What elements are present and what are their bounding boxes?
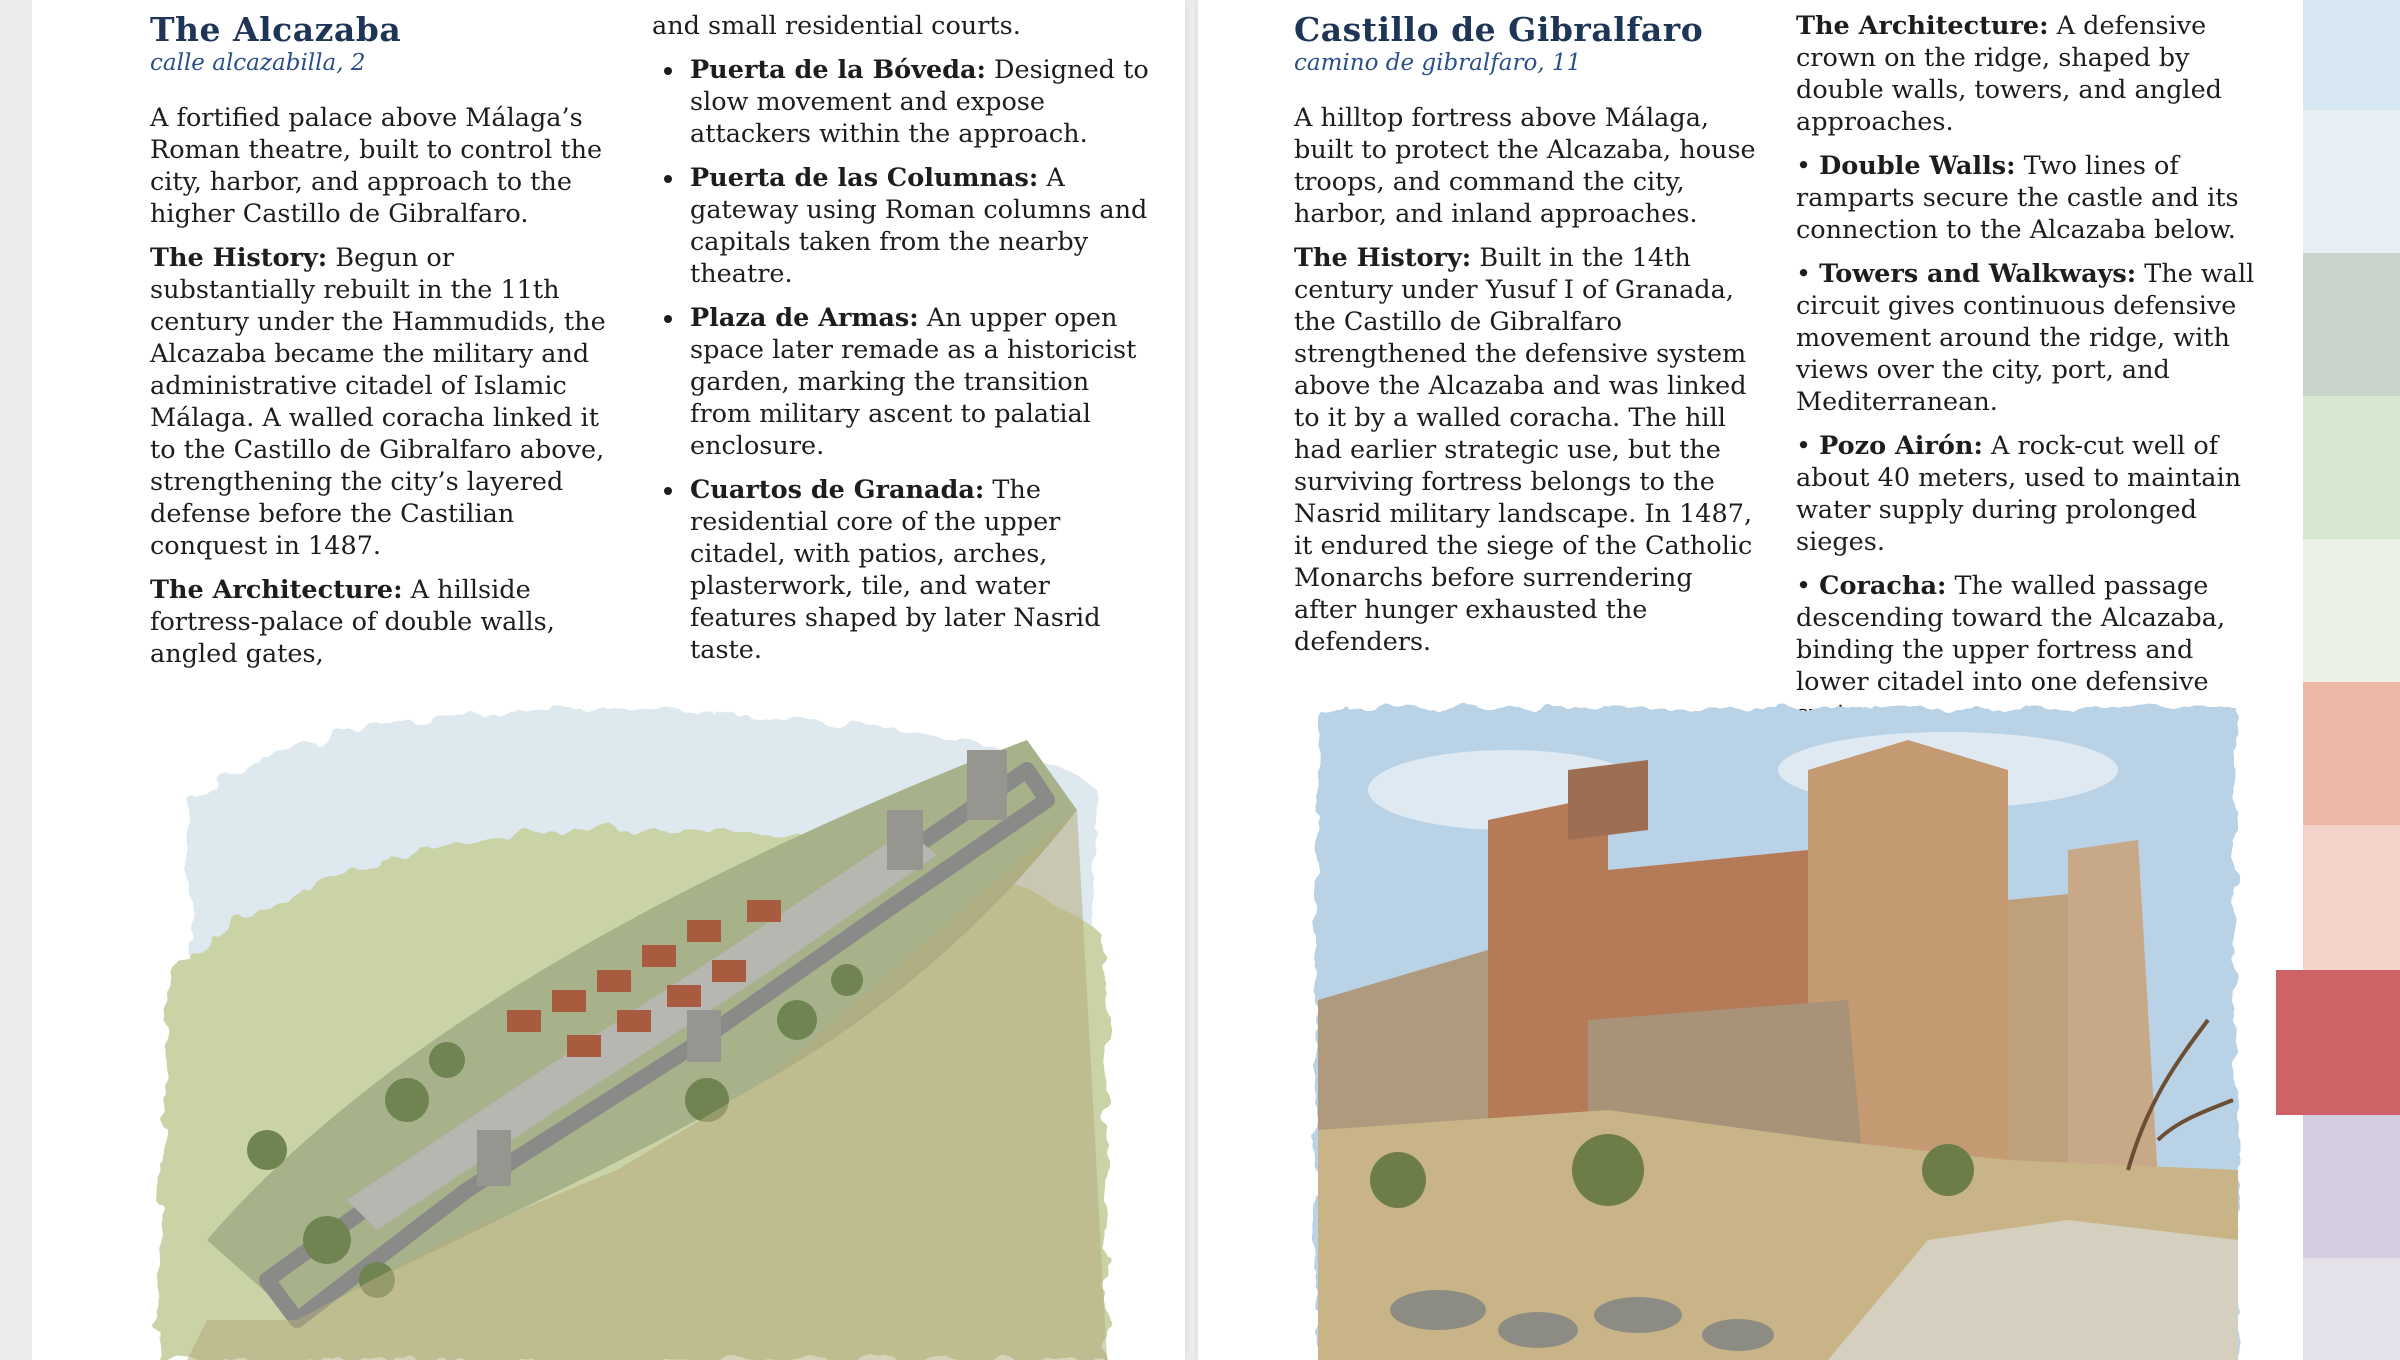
architecture-text: A hillside fortress-palace of double walls, angled gates, bbox=[150, 575, 555, 669]
history-label: The History: bbox=[150, 243, 328, 273]
history-text: Begun or substantially rebuilt in the 11th century under the Hammudids, the Alcazaba became the military and administrative citadel of Islamic Málaga. A walled coracha linked it to the Castillo de Gibralfaro above, strengthening the city’s layered defense before the Castilian conquest in 1487. bbox=[150, 243, 606, 561]
alcazaba-aerial-watercolor-icon bbox=[147, 680, 1122, 1360]
bullet-glyph: • bbox=[1796, 259, 1812, 289]
gibralfaro-castle-watercolor-icon bbox=[1308, 700, 2243, 1360]
feature-text: The residential core of the upper citadel, with patios, arches, plasterwork, tile, and water features shaped by later Nasrid taste. bbox=[690, 475, 1101, 665]
list-item bbox=[690, 302, 1157, 462]
feature-text: Two lines of ramparts secure the castle and its connection to the Alcazaba below. bbox=[1796, 151, 2239, 245]
feature-text: An upper open space later remade as a historicist garden, marking the transition from military ascent to palatial enclosure. bbox=[690, 303, 1137, 461]
chapter-tab-2[interactable] bbox=[2303, 110, 2400, 253]
intro-paragraph: A hilltop fortress above Málaga, built to protect the Alcazaba, house troops, and command the city, harbor, and inland approaches. bbox=[1294, 103, 1756, 229]
list-item bbox=[690, 54, 1157, 150]
feature-label: Coracha: bbox=[1819, 571, 1947, 601]
list-item bbox=[1796, 150, 2266, 246]
feature-label: Towers and Walkways: bbox=[1819, 259, 2137, 289]
chapter-tab-5[interactable] bbox=[2303, 539, 2400, 682]
gibralfaro-column-1 bbox=[1294, 10, 1756, 670]
architecture-paragraph bbox=[1796, 10, 2266, 138]
chapter-tab-9[interactable] bbox=[2303, 1115, 2400, 1258]
chapter-tab-7[interactable] bbox=[2303, 825, 2400, 970]
intro-paragraph: A fortified palace above Málaga’s Roman theatre, built to control the city, harbor, and approach to the higher Castillo de Gibralfaro. bbox=[150, 103, 603, 229]
feature-label: Double Walls: bbox=[1819, 151, 2016, 181]
architecture-continuation: and small residential courts. bbox=[652, 11, 1021, 41]
architecture-text: A defensive crown on the ridge, shaped by double walls, towers, and angled approaches. bbox=[1796, 11, 2222, 137]
feature-text: A gateway using Roman columns and capitals taken from the nearby theatre. bbox=[690, 163, 1148, 289]
feature-label: Cuartos de Granada: bbox=[690, 475, 985, 505]
bullet-glyph: • bbox=[1796, 151, 1812, 181]
page-title-gibralfaro: Castillo de Gibralfaro bbox=[1294, 10, 1704, 49]
address-alcazaba: calle alcazabilla, 2 bbox=[150, 50, 366, 76]
chapter-tab-3[interactable] bbox=[2303, 253, 2400, 396]
address-gibralfaro: camino de gibralfaro, 11 bbox=[1294, 50, 1582, 76]
chapter-tab-4[interactable] bbox=[2303, 396, 2400, 539]
alcazaba-column-2 bbox=[652, 10, 1157, 678]
right-page bbox=[1198, 0, 2303, 1360]
feature-text: The wall circuit gives continuous defensive movement around the ridge, with views over the city, port, and Mediterranean. bbox=[1796, 259, 2255, 417]
chapter-tab-6[interactable] bbox=[2303, 682, 2400, 825]
gibralfaro-column-2 bbox=[1796, 10, 2266, 742]
feature-text: Designed to slow movement and expose attackers within the approach. bbox=[690, 55, 1149, 149]
architecture-label: The Architecture: bbox=[150, 575, 403, 605]
feature-label: Puerta de la Bóveda: bbox=[690, 55, 986, 85]
history-label: The History: bbox=[1294, 243, 1472, 273]
alcazaba-column-1 bbox=[150, 10, 620, 682]
list-item bbox=[690, 474, 1157, 666]
list-item bbox=[690, 162, 1157, 290]
chapter-tab-1[interactable] bbox=[2303, 0, 2400, 110]
feature-list bbox=[652, 54, 1157, 666]
chapter-tab-10[interactable] bbox=[2303, 1258, 2400, 1360]
chapter-tab-8-active[interactable] bbox=[2276, 970, 2400, 1115]
list-item bbox=[1796, 258, 2266, 418]
feature-text: A rock-cut well of about 40 meters, used to maintain water supply during prolonged sieges. bbox=[1796, 431, 2242, 557]
history-paragraph bbox=[1294, 242, 1756, 658]
bullet-glyph: • bbox=[1796, 431, 1812, 461]
list-item bbox=[1796, 430, 2266, 558]
feature-text: The walled passage descending toward the Alcazaba, binding the upper fortress and lower citadel into one defensive bbox=[1796, 571, 2226, 697]
history-text: Built in the 14th century under Yusuf I of Granada, the Castillo de Gibralfaro strengthened the defensive system above the Alcazaba and was linked to it by a walled coracha. The hill had earlier strategic use, but the surviving fortress belongs to the Nasrid military landscape. In 1487, it endured the siege of the Catholic Monarchs before surrendering after hunger exhausted the defenders. bbox=[1294, 243, 1753, 657]
feature-label: Puerta de las Columnas: bbox=[690, 163, 1039, 193]
page-title-alcazaba: The Alcazaba bbox=[150, 10, 402, 49]
architecture-label: The Architecture: bbox=[1796, 11, 2049, 41]
feature-label: Pozo Airón: bbox=[1819, 431, 1983, 461]
feature-label: Plaza de Armas: bbox=[690, 303, 919, 333]
left-page bbox=[32, 0, 1185, 1360]
history-paragraph bbox=[150, 242, 620, 562]
bullet-glyph: • bbox=[1796, 571, 1812, 601]
architecture-paragraph bbox=[150, 574, 620, 670]
